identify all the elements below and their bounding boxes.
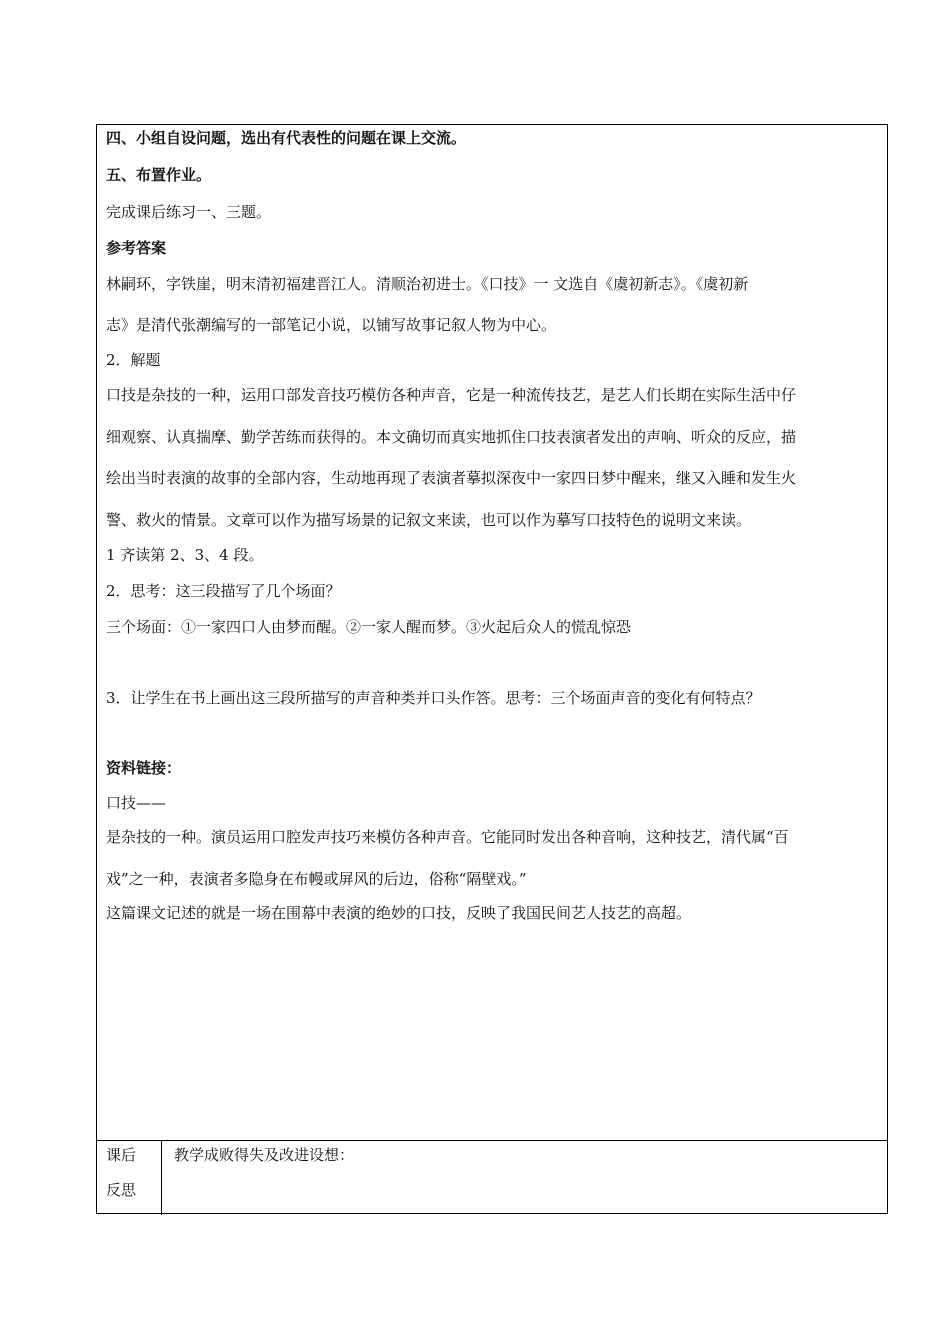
reflection-label-line2: 反思	[106, 1181, 137, 1199]
reflection-label-cell	[97, 1141, 162, 1215]
kouji-definition-line: 戏”之一种，表演者多隐身在布幔或屏风的后边，俗称“隔壁戏。”	[106, 870, 527, 888]
reflection-content: 教学成败得失及改进设想：	[174, 1146, 355, 1164]
answer-heading: 参考答案	[106, 239, 167, 257]
lesson-content-cell	[97, 125, 887, 1141]
explain-paragraph-line: 警、救火的情景。文章可以作为描写场景的记叙文来读，也可以作为摹写口技特色的说明文来读。	[106, 511, 752, 529]
reflection-row	[97, 1141, 887, 1215]
resource-heading: 资料链接：	[106, 759, 182, 777]
section-heading-5: 五、布置作业。	[106, 166, 212, 184]
explain-paragraph-line: 绘出当时表演的故事的全部内容，生动地再现了表演者摹拟深夜中一家四日梦中醒来，继又入睡和发生火	[106, 469, 797, 487]
kouji-term: 口技——	[106, 794, 167, 812]
reading-task: 1 齐读第 2、3、4 段。	[106, 546, 264, 564]
lesson-plan-table	[96, 124, 888, 1214]
subheading-explain: 2．解题	[106, 351, 161, 369]
explain-paragraph-line: 口技是杂技的一种，运用口部发音技巧模仿各种声音，它是一种流传技艺，是艺人们长期在实际生活中仔	[106, 386, 797, 404]
kouji-definition-line: 是杂技的一种。演员运用口腔发声技巧来模仿各种声音。它能同时发出各种音响，这种技艺，清代属“百	[106, 828, 789, 846]
scenes-answer: 三个场面：①一家四口人由梦而醒。②一家人醒而梦。③火起后众人的慌乱惊恐	[106, 618, 632, 636]
author-paragraph-line: 林嗣环，字铁崖，明末清初福建晋江人。清顺治初进士。《口技》一 文选自《虞初新志》。《虞初新	[106, 275, 749, 293]
section-heading-4: 四、小组自设问题，选出有代表性的问题在课上交流。	[106, 129, 467, 147]
lesson-summary: 这篇课文记述的就是一场在围幕中表演的绝妙的口技，反映了我国民间艺人技艺的高超。	[106, 904, 692, 922]
reflection-label-line1: 课后	[106, 1146, 137, 1164]
homework-text: 完成课后练习一、三题。	[106, 203, 272, 221]
explain-paragraph-line: 细观察、认真揣摩、勤学苦练而获得的。本文确切而真实地抓住口技表演者发出的声响、听众的反应，描	[106, 428, 797, 446]
sound-question: 3．让学生在书上画出这三段所描写的声音种类并口头作答。思考：三个场面声音的变化有何特点？	[106, 689, 761, 707]
thinking-question: 2．思考：这三段描写了几个场面？	[106, 582, 341, 600]
author-paragraph-line: 志》是清代张潮编写的一部笔记小说，以铺写故事记叙人物为中心。	[106, 316, 557, 334]
